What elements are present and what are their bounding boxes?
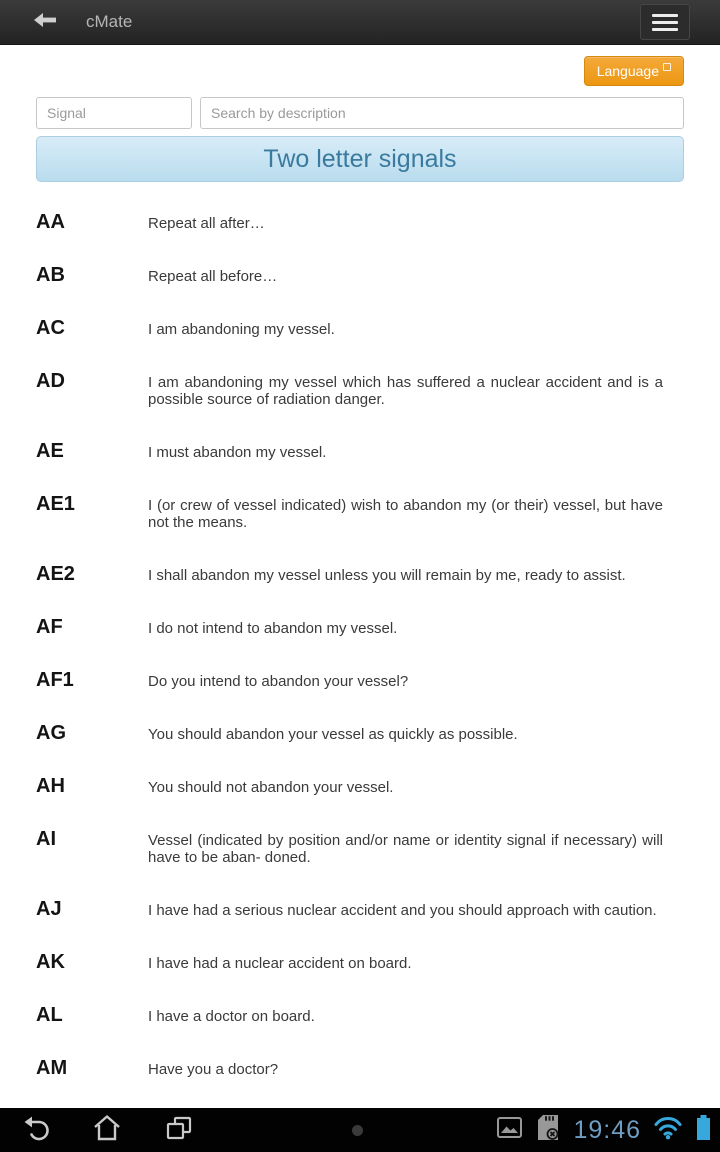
signal-description: I have had a nuclear accident on board. — [148, 955, 412, 972]
clock: 19:46 — [573, 1115, 641, 1144]
signal-code: AF1 — [36, 669, 74, 691]
language-button[interactable] — [584, 56, 684, 86]
signal-description: Vessel (indicated by position and/or name or identity signal if necessary) will have to be aban- doned. — [148, 832, 663, 866]
signal-code: AL — [36, 1004, 63, 1026]
signal-code: AF — [36, 616, 63, 638]
signal-code: AE — [36, 440, 64, 462]
hamburger-menu-icon — [652, 12, 678, 33]
signal-code: AD — [36, 370, 65, 392]
signal-row[interactable] — [36, 564, 684, 584]
nav-home-button[interactable] — [87, 1113, 127, 1147]
signal-description: I am abandoning my vessel which has suffered a nuclear accident and is a possible source of radiation danger. — [148, 374, 663, 408]
signal-row[interactable] — [36, 212, 684, 232]
signal-description: Have you a doctor? — [148, 1061, 279, 1078]
signal-code: AJ — [36, 898, 62, 920]
signal-row[interactable] — [36, 899, 684, 919]
signal-row[interactable] — [36, 952, 684, 972]
signal-row[interactable] — [36, 1005, 684, 1025]
signal-row[interactable] — [36, 371, 684, 408]
back-button[interactable] — [28, 7, 62, 37]
signal-row[interactable] — [36, 265, 684, 285]
signal-description: I have had a serious nuclear accident and you should approach with caution. — [148, 902, 657, 919]
signal-search-input[interactable] — [36, 97, 192, 129]
nav-back-icon — [19, 1112, 51, 1149]
signal-code: AG — [36, 722, 66, 744]
signal-description: I am abandoning my vessel. — [148, 321, 335, 338]
signal-row[interactable] — [36, 829, 684, 866]
nav-home-icon — [91, 1112, 123, 1149]
signal-code: AH — [36, 775, 65, 797]
signal-list — [36, 212, 684, 1131]
signal-row[interactable] — [36, 670, 684, 690]
signal-row[interactable] — [36, 776, 684, 796]
system-nav-bar — [0, 1108, 720, 1152]
signal-description: You should abandon your vessel as quickly as possible. — [148, 726, 518, 743]
signal-description: Do you intend to abandon your vessel? — [148, 673, 409, 690]
signal-code: AC — [36, 317, 65, 339]
signal-description: I must abandon my vessel. — [148, 444, 327, 461]
back-arrow-icon — [31, 10, 59, 35]
app-title: cMate — [86, 12, 133, 31]
signal-description: You should not abandon your vessel. — [148, 779, 394, 796]
signal-code: AB — [36, 264, 65, 286]
signal-description: Repeat all after… — [148, 215, 265, 232]
signal-code: AE1 — [36, 493, 75, 515]
signal-code: AM — [36, 1057, 68, 1079]
signal-row[interactable] — [36, 441, 684, 461]
screenshot-image-icon — [496, 1114, 523, 1146]
signal-description: I shall abandon my vessel unless you will remain by me, ready to assist. — [148, 567, 626, 584]
signal-description: I do not intend to abandon my vessel. — [148, 620, 398, 637]
signal-row[interactable] — [36, 723, 684, 743]
signal-description: I (or crew of vessel indicated) wish to abandon my (or their) vessel, but have not the means. — [148, 497, 663, 531]
menu-button[interactable] — [640, 4, 690, 40]
signal-row[interactable] — [36, 617, 684, 637]
nav-back-button[interactable] — [15, 1113, 55, 1147]
signal-code: AK — [36, 951, 65, 973]
nav-recents-button[interactable] — [159, 1113, 199, 1147]
section-header — [36, 136, 684, 182]
signal-row[interactable] — [36, 318, 684, 338]
nav-recents-icon — [163, 1112, 195, 1149]
section-title: Two letter signals — [263, 144, 457, 173]
wifi-icon — [653, 1115, 683, 1145]
battery-icon — [695, 1114, 712, 1146]
signal-description: I have a doctor on board. — [148, 1008, 315, 1025]
app-bar — [0, 0, 720, 45]
sdcard-missing-icon — [535, 1113, 561, 1147]
nav-menu-dot[interactable] — [352, 1125, 363, 1136]
signal-code: AI — [36, 828, 56, 850]
description-search-input[interactable] — [200, 97, 684, 129]
dropdown-caret-icon — [663, 63, 671, 71]
language-button-label: Language — [596, 63, 659, 79]
main-content — [0, 56, 720, 1131]
signal-row[interactable] — [36, 494, 684, 531]
signal-code: AA — [36, 211, 65, 233]
signal-row[interactable] — [36, 1058, 684, 1078]
signal-code: AE2 — [36, 563, 75, 585]
signal-description: Repeat all before… — [148, 268, 278, 285]
